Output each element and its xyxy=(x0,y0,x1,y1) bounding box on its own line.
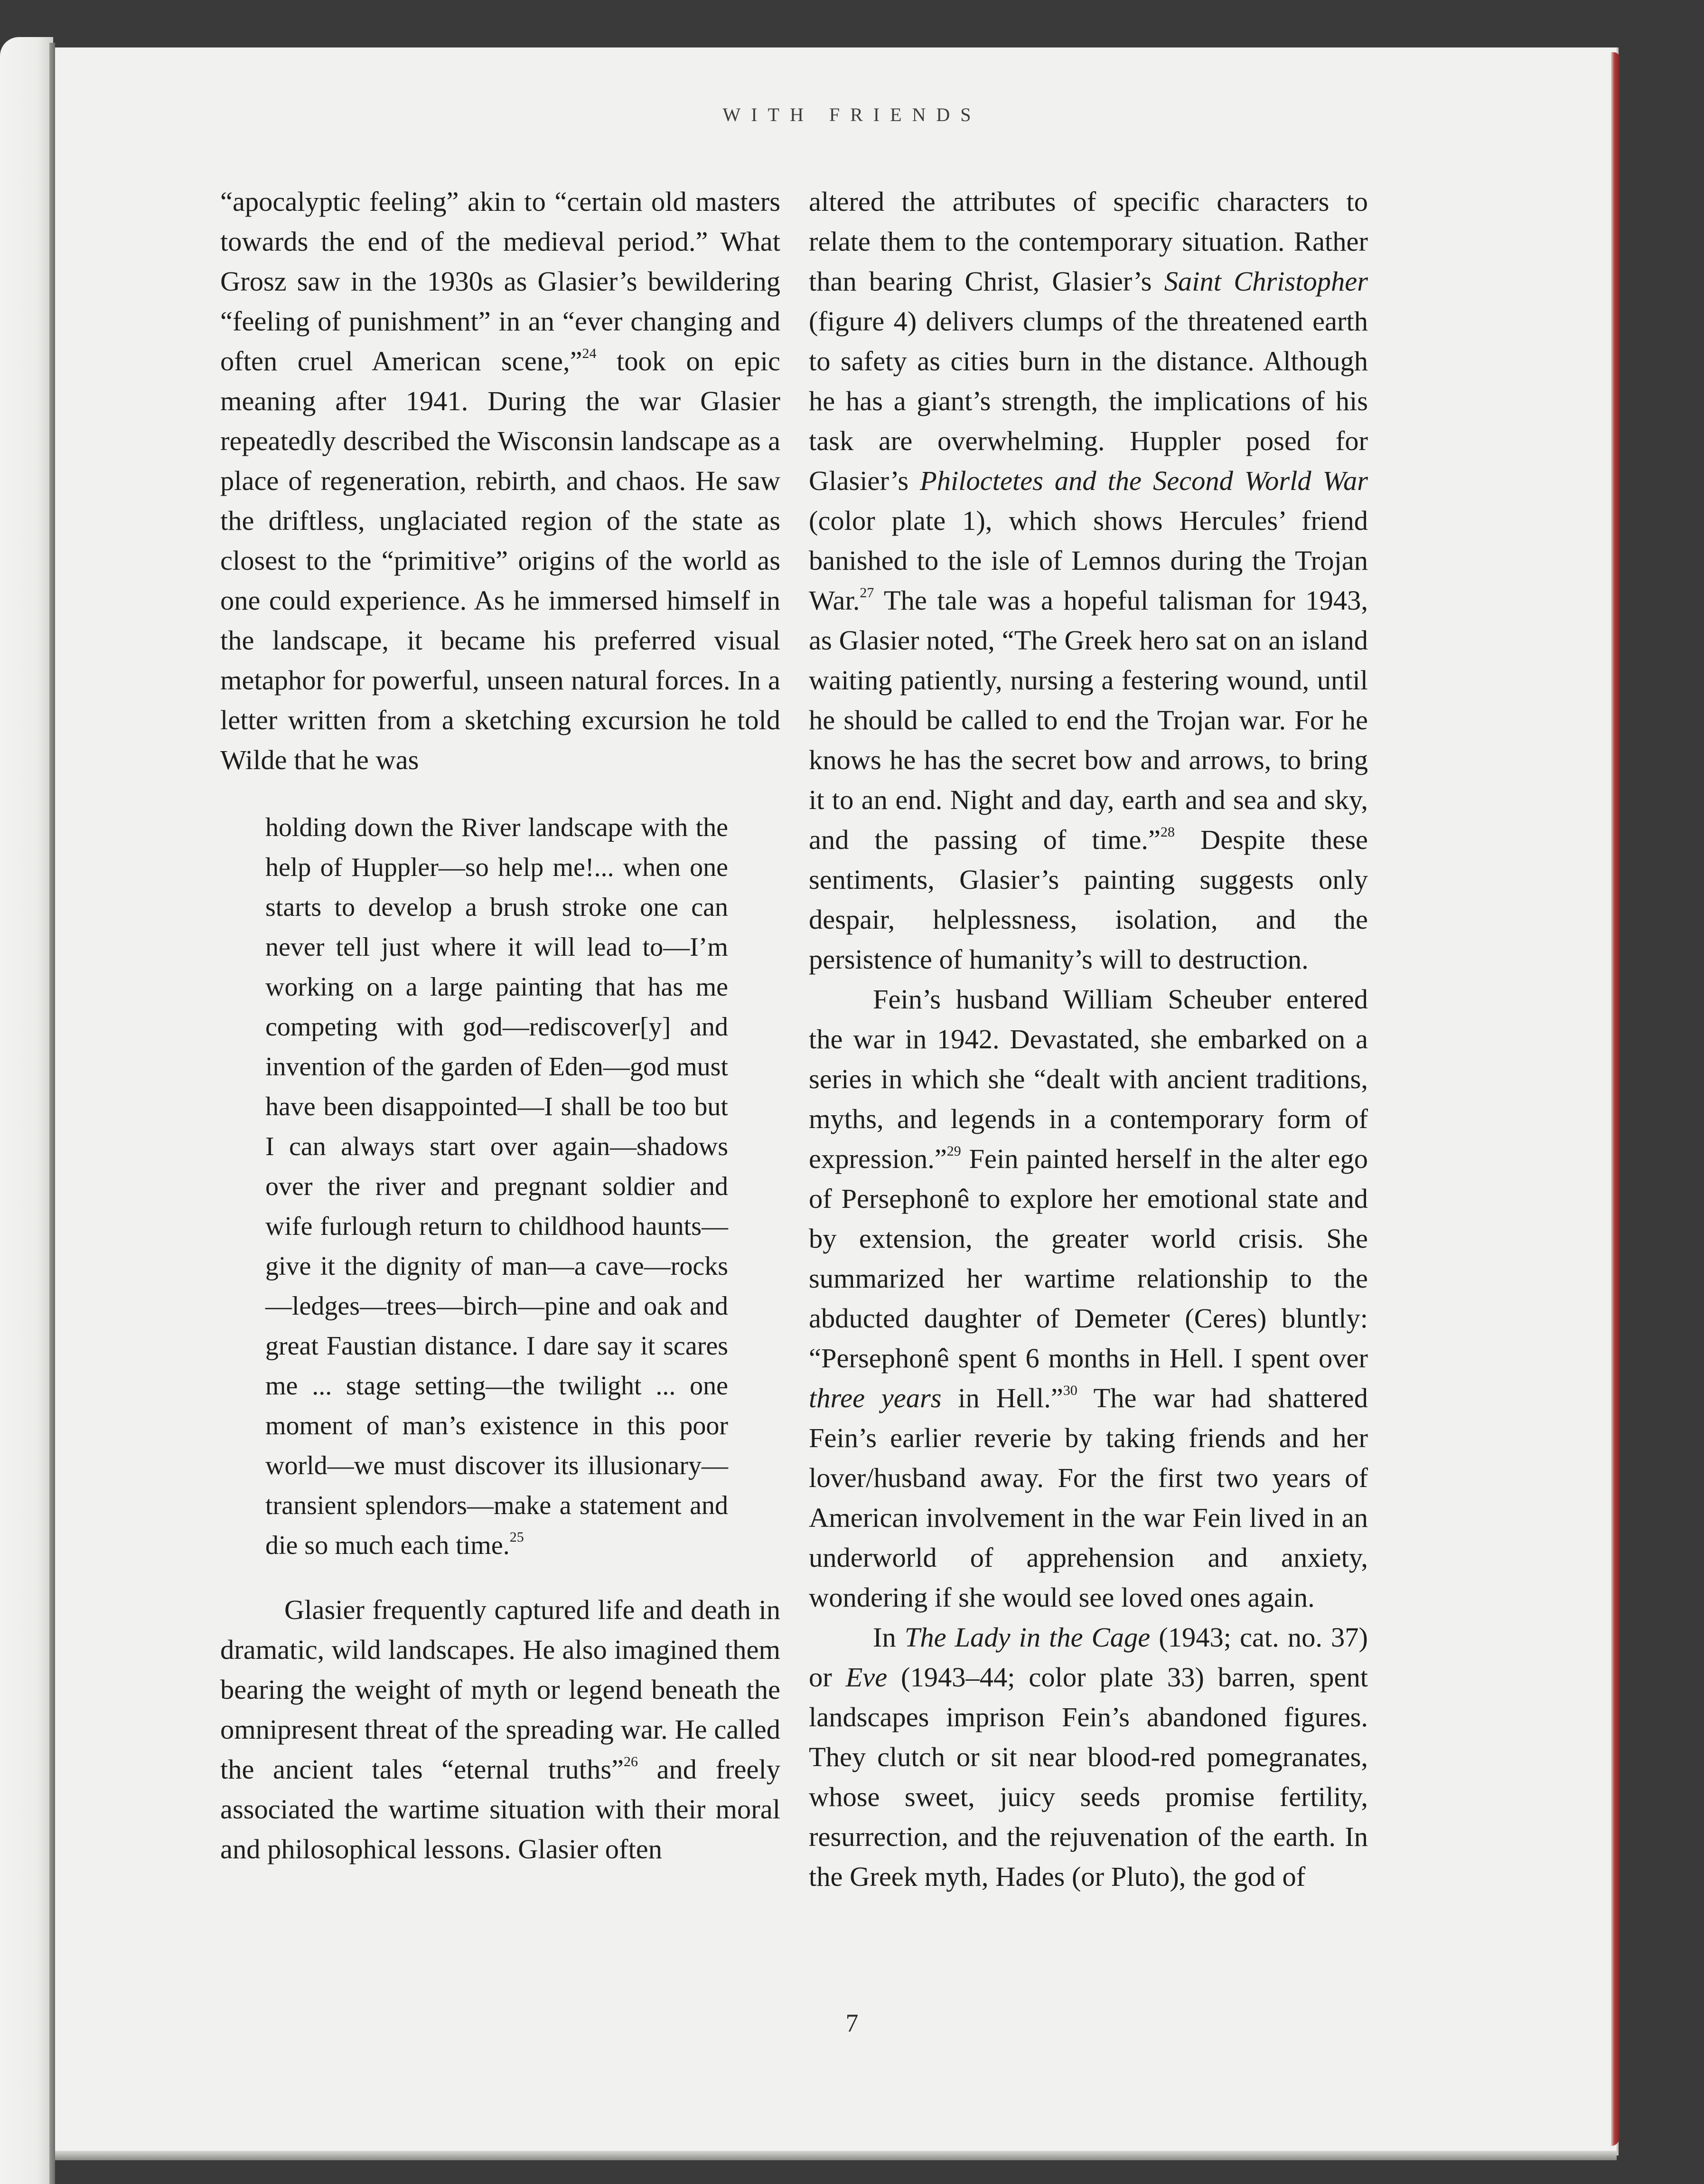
footnote-ref: 28 xyxy=(1160,824,1175,840)
page-edge xyxy=(1611,52,1620,2146)
text-run: took on epic meaning after 1941. During the war Glasier repeatedly described the Wisconsin landscape as a place of regeneration, rebirth, and chaos. He saw the driftless, unglaciated region of the state as closest to the “primitive” origins of the world as one could experience. As he immersed himself in the landscape, it became his preferred visual metaphor for powerful, unseen natural forces. In a letter written from a sketching excursion he told Wilde that he was xyxy=(220,346,780,775)
paragraph xyxy=(809,1618,1368,1897)
facing-page-edge xyxy=(0,37,53,2184)
emphasis: three years xyxy=(809,1383,942,1413)
text-run: (figure 4) delivers clumps of the threatened earth to safety as cities burn in the distance. Although he has a giant’s strength, the implications of his task are overwhelming. Huppler posed for Glasier’s xyxy=(809,306,1368,496)
artwork-title: Philoctetes and the Second World War xyxy=(920,465,1368,496)
text-run: holding down the River landscape with the help of Huppler—so help me!... when one starts to develop a brush stroke one can never tell just where it will lead to—I’m working on a large painting that has me competing with god—rediscover[y] and invention of the garden of Eden—god must have been disappointed—I shall be too but I can always start over again—shadows over the river and pregnant soldier and wife furlough return to childhood haunts—give it the dignity of man—a cave—rocks—ledges—trees—birch—pine and oak and great Faustian distance. I dare say it scares me ... stage setting—the twilight ... one moment of man’s existence in this poor world—we must discover its illusionary—transient splendors—make a statement and die so much each time. xyxy=(265,813,728,1560)
page-bottom-edge xyxy=(55,2151,1617,2160)
text-run: Fein painted herself in the alter ego of Persephonê to explore her emotional state and by extension, the greater world crisis. She summarized her wartime relationship to the abducted daughter of Demeter (Ceres) bluntly: “Persephonê spent 6 months in Hell. I spent over xyxy=(809,1143,1368,1374)
paragraph xyxy=(220,1590,780,1869)
text-run: In xyxy=(873,1622,905,1653)
text-run: Glasier frequently captured life and death in dramatic, wild landscapes. He also imagined them bearing the weight of myth or legend beneath the omnipresent threat of the spreading war. He called the ancient tales “eternal truths” xyxy=(220,1594,780,1785)
text-run: The war had shattered Fein’s earlier reverie by taking friends and her lover/husband away. For the first two years of American involvement in the war Fein lived in an underworld of apprehension and anxiety, wondering if she would see loved ones again. xyxy=(809,1383,1368,1613)
footnote-ref: 27 xyxy=(860,584,874,601)
page-number: 7 xyxy=(845,2009,859,2037)
right-column xyxy=(809,182,1368,1897)
text-run: altered the attributes of specific characters to relate them to the contemporary situation. Rather than bearing Christ, Glasier’s xyxy=(809,186,1368,297)
text-run: and freely associated the wartime situation with their moral and philosophical lessons. Glasier often xyxy=(220,1754,780,1864)
running-head: WITH FRIENDS xyxy=(722,104,982,125)
artwork-title: Eve xyxy=(845,1662,888,1693)
text-run: Despite these sentiments, Glasier’s painting suggests only despair, helplessness, isolation, and the persistence of humanity’s will to destruction. xyxy=(809,824,1368,975)
text-run: Fein’s husband William Scheuber entered the war in 1942. Devastated, she embarked on a series in which she “dealt with ancient traditions, myths, and legends in a contemporary form of expression.” xyxy=(809,984,1368,1174)
footnote-ref: 26 xyxy=(624,1753,638,1770)
paragraph xyxy=(809,979,1368,1618)
text-run: The tale was a hopeful talisman for 1943, as Glasier noted, “The Greek hero sat on an island waiting patiently, nursing a festering wound, until he should be called to end the Trojan war. For he knows he has the secret bow and arrows, to bring it to an end. Night and day, earth and sea and sky, and the passing of time.” xyxy=(809,585,1368,855)
text-run: in Hell.” xyxy=(941,1383,1063,1413)
footnote-ref: 29 xyxy=(946,1143,961,1159)
text-run: (1943–44; color plate 33) barren, spent landscapes imprison Fein’s abandoned figures. They clutch or sit near blood-red pomegranates, whose sweet, juicy seeds promise fertility, resurrection, and the rejuvenation of the earth. In the Greek myth, Hades (or Pluto), the god of xyxy=(809,1662,1368,1892)
paragraph xyxy=(220,182,780,780)
artwork-title: The Lady in the Cage xyxy=(904,1622,1151,1653)
book-gutter xyxy=(49,43,55,2184)
text-run: (1943; cat. no. 37) or xyxy=(809,1622,1368,1693)
left-column xyxy=(220,182,780,1869)
footnote-ref: 30 xyxy=(1063,1382,1077,1398)
text-run: (color plate 1), which shows Hercules’ friend banished to the isle of Lemnos during the Trojan War. xyxy=(809,505,1368,616)
block-quote xyxy=(220,808,780,1565)
footnote-ref: 24 xyxy=(582,345,597,361)
text-run: “apocalyptic feeling” akin to “certain old masters towards the end of the medieval period.” What Grosz saw in the 1930s as Glasier’s bewildering “feeling of punishment” in an “ever changing and often cruel American scene,” xyxy=(220,186,780,377)
paragraph xyxy=(809,182,1368,979)
footnote-ref: 25 xyxy=(509,1529,524,1545)
artwork-title: Saint Christopher xyxy=(1164,266,1368,297)
